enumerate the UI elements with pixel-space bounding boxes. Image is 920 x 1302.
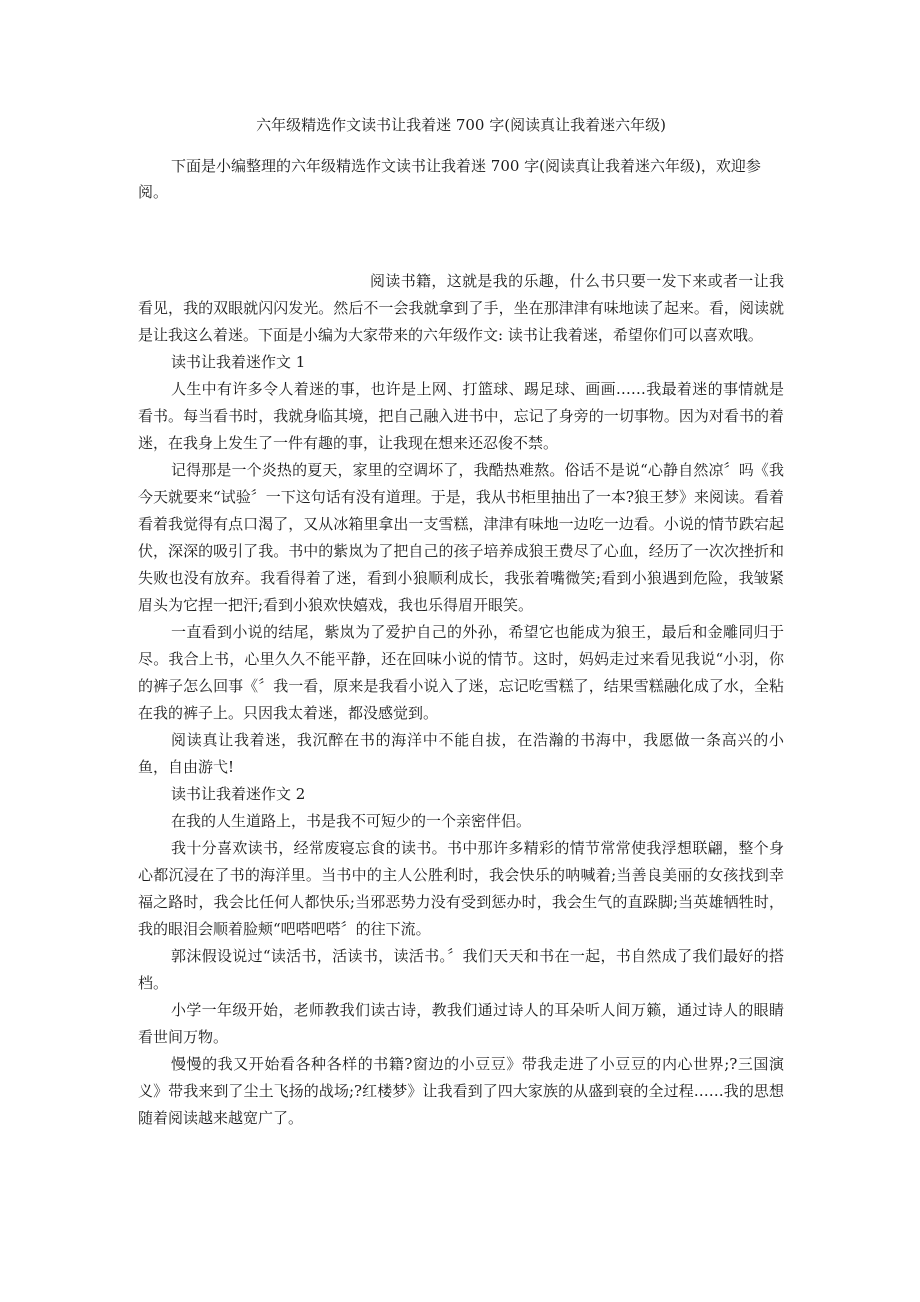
body-paragraph: 我十分喜欢读书，经常废寝忘食的读书。书中那许多精彩的情节常常使我浮想联翩，整个身心都沉浸在了书的海洋里。当书中的主人公胜利时，我会快乐的呐喊着;当善良美丽的女孩找到幸福之路时，我会比任何人都快乐;当邪恶势力没有受到惩办时，我会生气的直跺脚;当英雄牺牲时，我的眼泪会顺着脸颊“吧嗒吧嗒〞的往下流。: [138, 839, 784, 938]
body-paragraph: 阅读真让我着迷，我沉醉在书的海洋中不能自拔，在浩瀚的书海中，我愿做一条高兴的小鱼，自由游弋!: [138, 731, 784, 776]
body-paragraph: 郭沫假设说过“读活书，活读书，读活书。〞我们天天和书在一起，书自然成了我们最好的搭档。: [138, 947, 784, 992]
body-paragraph: 在我的人生道路上，书是我不可短少的一个亲密伴侣。: [171, 812, 532, 830]
body-paragraph: 慢慢的我又开始看各种各样的书籍?窗边的小豆豆》带我走进了小豆豆的内心世界;?三国演义》带我来到了尘土飞扬的战场;?红楼梦》让我看到了四大家族的从盛到衰的全过程……我的思想随着阅读越来越宽广了。: [138, 1055, 784, 1127]
body-paragraph: 人生中有许多令人着迷的事，也许是上网、打篮球、踢足球、画画……我最着迷的事情就是看书。每当看书时，我就身临其境，把自己融入进书中，忘记了身旁的一切事物。因为对看书的着迷，在我身上发生了一件有趣的事，让我现在想来还忍俊不禁。: [138, 380, 784, 452]
body-paragraph: 小学一年级开始，老师教我们读古诗，教我们通过诗人的耳朵听人间万籁，通过诗人的眼睛看世间万物。: [138, 1001, 784, 1046]
intro-paragraph: 下面是小编整理的六年级精选作文读书让我着迷 700 字(阅读真让我着迷六年级)，欢迎参阅。: [138, 157, 761, 201]
body-paragraph: 一直看到小说的结尾，紫岚为了爱护自己的外孙，希望它也能成为狼王，最后和金雕同归于尽。我合上书，心里久久不能平静，还在回味小说的情节。这时，妈妈走过来看见我说“小羽，你的裤子怎么回事《〞我一看，原来是我看小说入了迷，忘记吃雪糕了，结果雪糕融化成了水，全粘在我的裤子上。只因我太着迷，都没感觉到。: [138, 623, 784, 722]
section-heading-2: 读书让我着迷作文 2: [171, 785, 306, 803]
document-title: 六年级精选作文读书让我着迷 700 字(阅读真让我着迷六年级): [256, 116, 666, 134]
document-body: [138, 268, 784, 1132]
lead-paragraph: 阅读书籍，这就是我的乐趣，什么书只要一发下来或者一让我看见，我的双眼就闪闪发光。然后不一会我就拿到了手，坐在那津津有味地读了起来。看，阅读就是让我这么着迷。下面是小编为大家带来的六年级作文: 读书让我着迷，希望你们可以喜欢哦。: [138, 272, 784, 344]
section-heading-1: 读书让我着迷作文 1: [171, 353, 306, 371]
body-paragraph: 记得那是一个炎热的夏天，家里的空调坏了，我酷热难熬。俗话不是说“心静自然凉〞吗《我今天就要来“试验〞一下这句话有没有道理。于是，我从书柜里抽出了一本?狼王梦》来阅读。看着看着我觉得有点口渴了，又从冰箱里拿出一支雪糕，津津有味地一边吃一边看。小说的情节跌宕起伏，深深的吸引了我。书中的紫岚为了把自己的孩子培养成狼王费尽了心血，经历了一次次挫折和失败也没有放弃。我看得着了迷，看到小狼顺利成长，我张着嘴微笑;看到小狼遇到危险，我皱紧眉头为它捏一把汗;看到小狼欢快嬉戏，我也乐得眉开眼笑。: [138, 461, 784, 614]
